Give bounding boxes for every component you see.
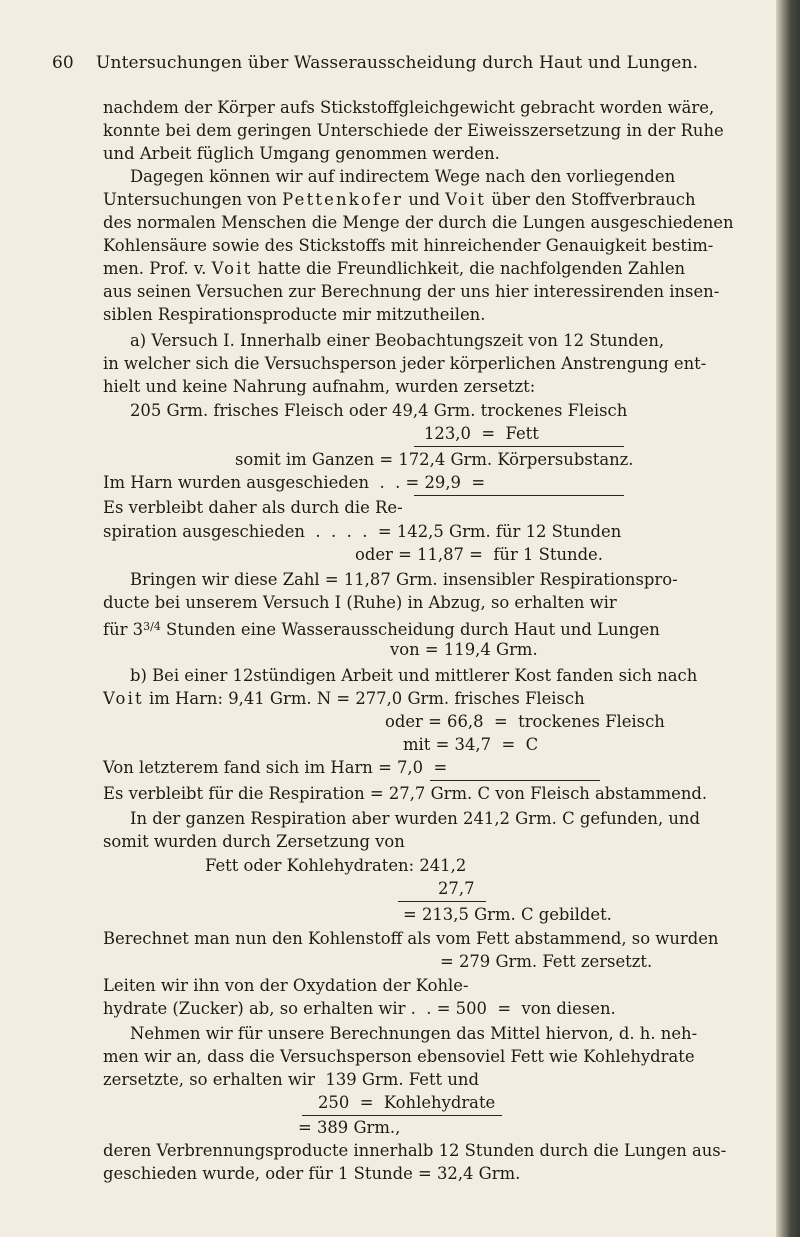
text-line: des normalen Menschen die Menge der durch die Lungen ausgeschiedenen [103, 213, 734, 232]
text-line: hielt und keine Nahrung aufnahm, wurden zersetzt: [103, 377, 536, 396]
text-segment: über den Stoffverbrauch [486, 190, 696, 209]
page-edge-shadow [776, 0, 800, 1237]
calc-line: = 279 Grm. Fett zersetzt. [440, 952, 653, 971]
text-line: In der ganzen Respiration aber wurden 241,2 Grm. C gefunden, und [130, 809, 700, 828]
text-line: Nehmen wir für unsere Berechnungen das Mittel hiervon, d. h. neh- [130, 1024, 698, 1043]
page-number: 60 [52, 53, 74, 73]
calc-line: zersetzte, so erhalten wir 139 Grm. Fett und [103, 1070, 479, 1089]
text-line: 205 Grm. frisches Fleisch oder 49,4 Grm. trockenes Fleisch [130, 401, 628, 420]
text-line: Es verbleibt daher als durch die Re- [103, 498, 403, 517]
fraction: 3/4 [143, 620, 161, 633]
calc-line: = 213,5 Grm. C gebildet. [403, 905, 612, 924]
text-line: deren Verbrennungsproducte innerhalb 12 Stunden durch die Lungen aus- [103, 1141, 727, 1160]
author-name: Voit [445, 190, 487, 209]
author-name: Pettenkofer [282, 190, 404, 209]
calc-line: spiration ausgeschieden . . . . = 142,5 Grm. für 12 Stunden [103, 522, 622, 541]
text-line [103, 617, 660, 640]
sum-rule [430, 780, 600, 781]
calc-line: 27,7 [438, 879, 475, 898]
text-line: und Arbeit füglich Umgang genommen werden. [103, 144, 500, 163]
text-segment: Stunden eine Wasserausscheidung durch Haut und Lungen [160, 620, 660, 639]
text-line [103, 689, 585, 709]
sum-rule [302, 1115, 502, 1116]
text-line [103, 190, 696, 210]
calc-line: oder = 11,87 = für 1 Stunde. [355, 545, 603, 564]
text-line: Dagegen können wir auf indirectem Wege nach den vorliegenden [130, 167, 676, 186]
text-line: geschieden wurde, oder für 1 Stunde = 32,4 Grm. [103, 1164, 521, 1183]
calc-line: 250 = Kohlehydrate [318, 1093, 496, 1112]
author-name: Voit [103, 689, 144, 708]
text-segment: und [403, 190, 446, 209]
calc-line: = 389 Grm., [298, 1118, 401, 1137]
calc-line: mit = 34,7 = C [403, 735, 539, 754]
calc-line: Im Harn wurden ausgeschieden . . = 29,9 = [103, 473, 486, 492]
text-line: Leiten wir ihn von der Oxydation der Kohle- [103, 976, 469, 995]
text-segment: Untersuchungen von [103, 190, 283, 209]
calc-line: Fett oder Kohlehydraten: 241,2 [205, 856, 467, 875]
text-line: konnte bei dem geringen Unterschiede der Eiweisszersetzung in der Ruhe [103, 121, 724, 140]
calc-line: Von letzterem fand sich im Harn = 7,0 = [103, 758, 448, 777]
calc-line: von = 119,4 Grm. [390, 640, 538, 659]
text-line: siblen Respirationsproducte mir mitzutheilen. [103, 305, 486, 324]
calc-line: 123,0 = Fett [424, 424, 539, 443]
text-segment: hatte die Freundlichkeit, die nachfolgenden Zahlen [252, 259, 686, 278]
text-line [103, 259, 685, 279]
calc-line: somit im Ganzen = 172,4 Grm. Körpersubstanz. [235, 450, 634, 469]
text-line: men wir an, dass die Versuchsperson ebensoviel Fett wie Kohlehydrate [103, 1047, 695, 1066]
text-line: in welcher sich die Versuchsperson jeder körperlichen Anstrengung ent- [103, 354, 707, 373]
text-segment: im Harn: 9,41 Grm. N = 277,0 Grm. frisches Fleisch [143, 689, 585, 708]
calc-line: hydrate (Zucker) ab, so erhalten wir . . = 500 = von diesen. [103, 999, 616, 1018]
sum-rule [414, 495, 624, 496]
text-line: ducte bei unserem Versuch I (Ruhe) in Abzug, so erhalten wir [103, 593, 617, 612]
text-line: aus seinen Versuchen zur Berechnung der uns hier interessirenden insen- [103, 282, 720, 301]
text-line: b) Bei einer 12stündigen Arbeit und mittlerer Kost fanden sich nach [130, 666, 698, 685]
text-line: somit wurden durch Zersetzung von [103, 832, 405, 851]
text-line: Bringen wir diese Zahl = 11,87 Grm. insensibler Respirationspro- [130, 570, 678, 589]
sum-rule [414, 446, 624, 447]
calc-line: oder = 66,8 = trockenes Fleisch [385, 712, 665, 731]
author-name: Voit [211, 259, 253, 278]
text-segment: für 3 [103, 620, 144, 639]
text-segment: men. Prof. v. [103, 259, 212, 278]
text-line: a) Versuch I. Innerhalb einer Beobachtungszeit von 12 Stunden, [130, 331, 665, 350]
text-line: Kohlensäure sowie des Stickstoffs mit hinreichender Genauigkeit bestim- [103, 236, 714, 255]
text-line: Berechnet man nun den Kohlenstoff als vom Fett abstammend, so wurden [103, 929, 719, 948]
sum-rule [398, 901, 486, 902]
text-line: nachdem der Körper aufs Stickstoffgleichgewicht gebracht worden wäre, [103, 98, 715, 117]
running-title: Untersuchungen über Wasserausscheidung durch Haut und Lungen. [96, 53, 699, 73]
text-line: Es verbleibt für die Respiration = 27,7 Grm. C von Fleisch abstammend. [103, 784, 708, 803]
